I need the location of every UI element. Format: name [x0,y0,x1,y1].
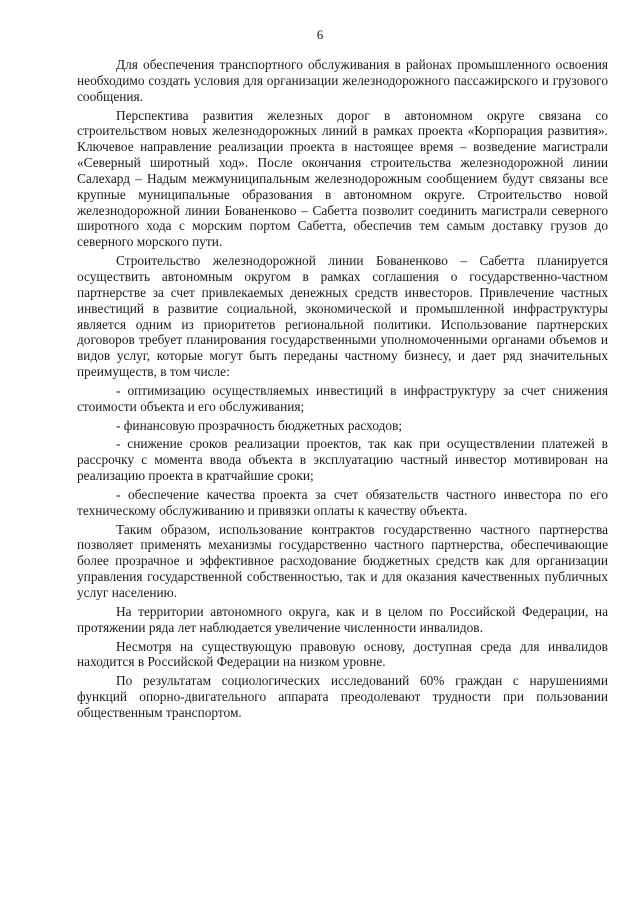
paragraph-ppp-conclusion: Таким образом, использование контрактов государственно частного партнерства позволяет применять механизмы государственно частного партнерства, обеспечивающие более прозрачное и эффективное расходование бюджетных средств как для организации управления государственной собственностью, так и для оказания качественных публичных услуг населению. [77,521,608,600]
paragraph-railway-service: Для обеспечения транспортного обслуживания в районах промышленного освоения необходимо создать условия для организации железнодорожного пассажирского и грузового сообщения. [77,57,608,104]
document-body [77,57,608,721]
paragraph-survey-results: По результатам социологических исследований 60% граждан с нарушениями функций опорно-двигательного аппарата преодолевают трудности при пользовании общественным транспортом. [77,673,608,720]
list-item-investment-optimization: - оптимизацию осуществляемых инвестиций в инфраструктуру за счет снижения стоимости объекта и его обслуживания; [77,382,608,414]
page-number: 6 [316,27,324,42]
paragraph-disabled-growth: На территории автономного округа, как и в целом по Российской Федерации, на протяжении ряда лет наблюдается увеличение численности инвалидов. [77,603,608,635]
list-item-financial-transparency: - финансовую прозрачность бюджетных расходов; [116,417,403,433]
list-item-quality-assurance: - обеспечение качества проекта за счет обязательств частного инвестора по его техническому обслуживанию и привязки оплаты к качеству объекта. [77,486,608,518]
paragraph-railway-perspective: Перспектива развития железных дорог в автономном округе связана со строительством новых железнодорожных линий в рамках проекта «Корпорация развития». Ключевое направление реализации проекта в настоящее время – возведение магистрали «Северный широтный ход». После окончания строительства железнодорожной линии Салехард – Надым межмуниципальным железнодорожным сообщением будут связаны все крупные муниципальные образования в автономном округе. Строительство новой железнодорожной линии Бованенково – Сабетта позволит соединить магистрали северного широтного хода с морским портом Сабетта, обеспечив тем самым доставку грузов до северного морского пути. [77,107,608,250]
paragraph-ppp-construction: Строительство железнодорожной линии Бованенково – Сабетта планируется осуществить автономным округом в рамках соглашения о государственно-частном партнерстве за счет привлекаемых денежных средств инвесторов. Привлечение частных инвестиций в развитие социальной, экономической и промышленной инфраструктуры является одним из приоритетов региональной политики. Использование партнерских договоров требует планирования государственными уполномоченными органами объемов и видов услуг, которые могут быть переданы частному бизнесу, и дает ряд значительных преимуществ, в том числе: [77,253,608,380]
list-item-term-reduction: - снижение сроков реализации проектов, так как при осуществлении платежей в рассрочку с момента ввода объекта в эксплуатацию частный инвестор мотивирован на реализацию проекта в кратчайшие сроки; [77,436,608,484]
paragraph-accessible-environment: Несмотря на существующую правовую основу, доступная среда для инвалидов находится в Российской Федерации на низком уровне. [77,638,608,670]
